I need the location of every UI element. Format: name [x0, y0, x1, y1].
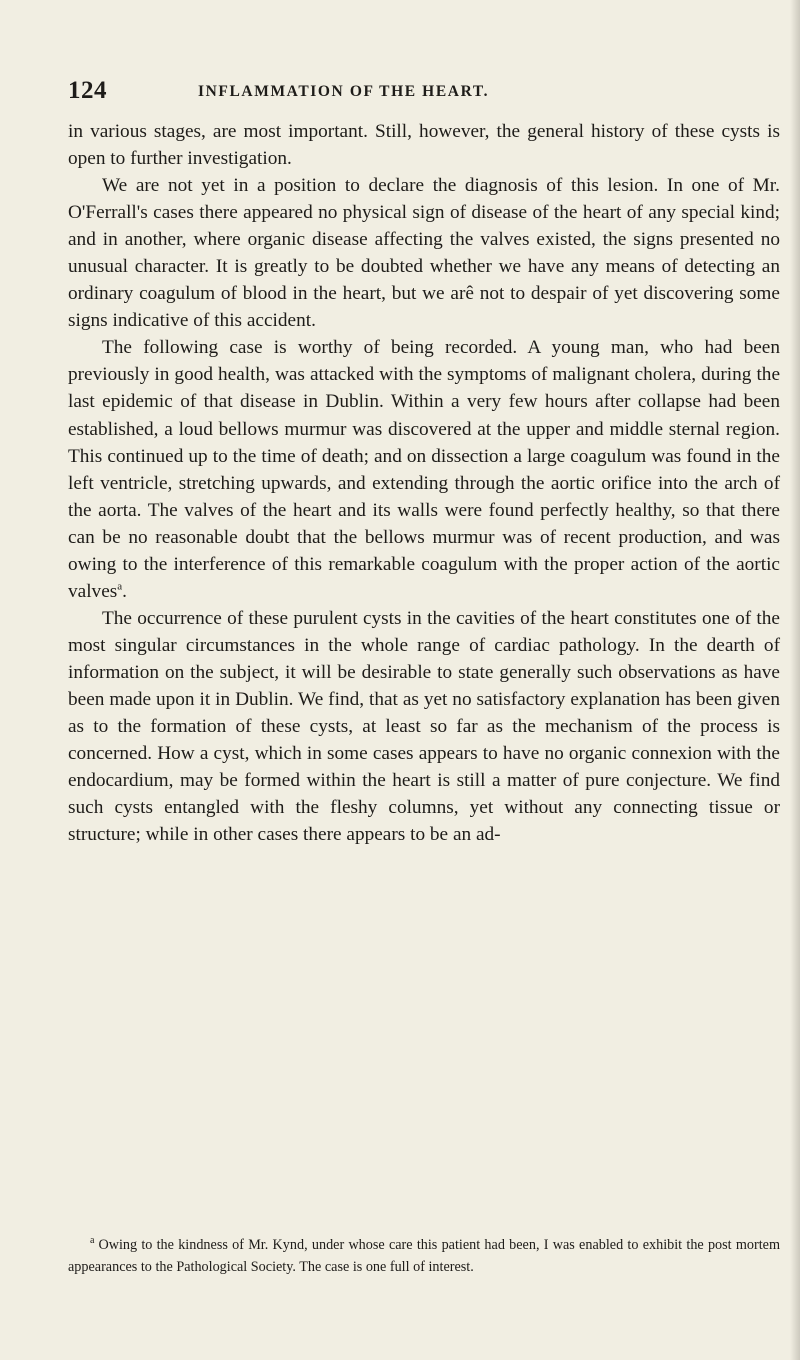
page-number: 124 [68, 77, 107, 104]
paragraph-continuation [68, 118, 780, 172]
running-head [68, 77, 780, 107]
paragraph-text: The following case is worthy of being recorded. A young man, who had been previously in good health, was attacked with the symptoms of malignant cholera, during the last epidemic of that disease in Dublin. Within a very few hours after collapse had been established, a loud bellows murmur was discovered at the upper and middle sternal region. This continued up to the time of death; and on dissection a large coagulum was found in the left ventricle, stretching upwards, and extending through the aortic orifice into the arch of the aorta. The valves of the heart and its walls were found perfectly healthy, so that there can be no reasonable doubt that the bellows murmur was of recent production, and was owing to the interference of this remarkable coagulum with the proper action of the aortic valves [68, 337, 780, 602]
footnote-reference: a [117, 580, 123, 593]
footnote-marker: a [90, 1235, 95, 1247]
paragraph-diagnosis [68, 172, 780, 334]
footnote [68, 1234, 780, 1278]
paragraph-cysts [68, 605, 780, 848]
body-text [68, 118, 780, 848]
paragraph-case [68, 334, 780, 604]
paragraph-end-punctuation: . [122, 580, 127, 602]
paragraph-text: We are not yet in a position to declare the diagnosis of this lesion. In one of Mr. O'Ferrall's cases there appeared no physical sign of disease of the heart of any special kind; and in another, where organic disease affecting the valves existed, the signs presented no unusual character. It is greatly to be doubted whether we have any means of detecting an ordinary coagulum of blood in the heart, but we arê not to despair of yet discovering some signs indicative of this accident. [68, 175, 780, 332]
page-edge-shadow [790, 0, 800, 1360]
paragraph-text: in various stages, are most important. Still, however, the general history of these cysts is open to further investigation. [68, 121, 780, 170]
paragraph-text: The occurrence of these purulent cysts in the cavities of the heart constitutes one of the most singular circumstances in the whole range of cardiac pathology. In the dearth of information on the subject, it will be desirable to state generally such observations as have been made upon it in Dublin. We find, that as yet no satisfactory explanation has been given as to the formation of these cysts, at least so far as the mechanism of the process is concerned. How a cyst, which in some cases appears to have no organic connexion with the endocardium, may be formed within the heart is still a matter of pure conjecture. We find such cysts entangled with the fleshy columns, yet without any connecting tissue or structure; while in other cases there appears to be an ad- [68, 607, 780, 846]
footnote-text: Owing to the kindness of Mr. Kynd, under whose care this patient had been, I was enabled to exhibit the post mortem appearances to the Pathological Society. The case is one full of interest. [68, 1237, 780, 1275]
running-title: INFLAMMATION OF THE HEART. [198, 83, 490, 100]
